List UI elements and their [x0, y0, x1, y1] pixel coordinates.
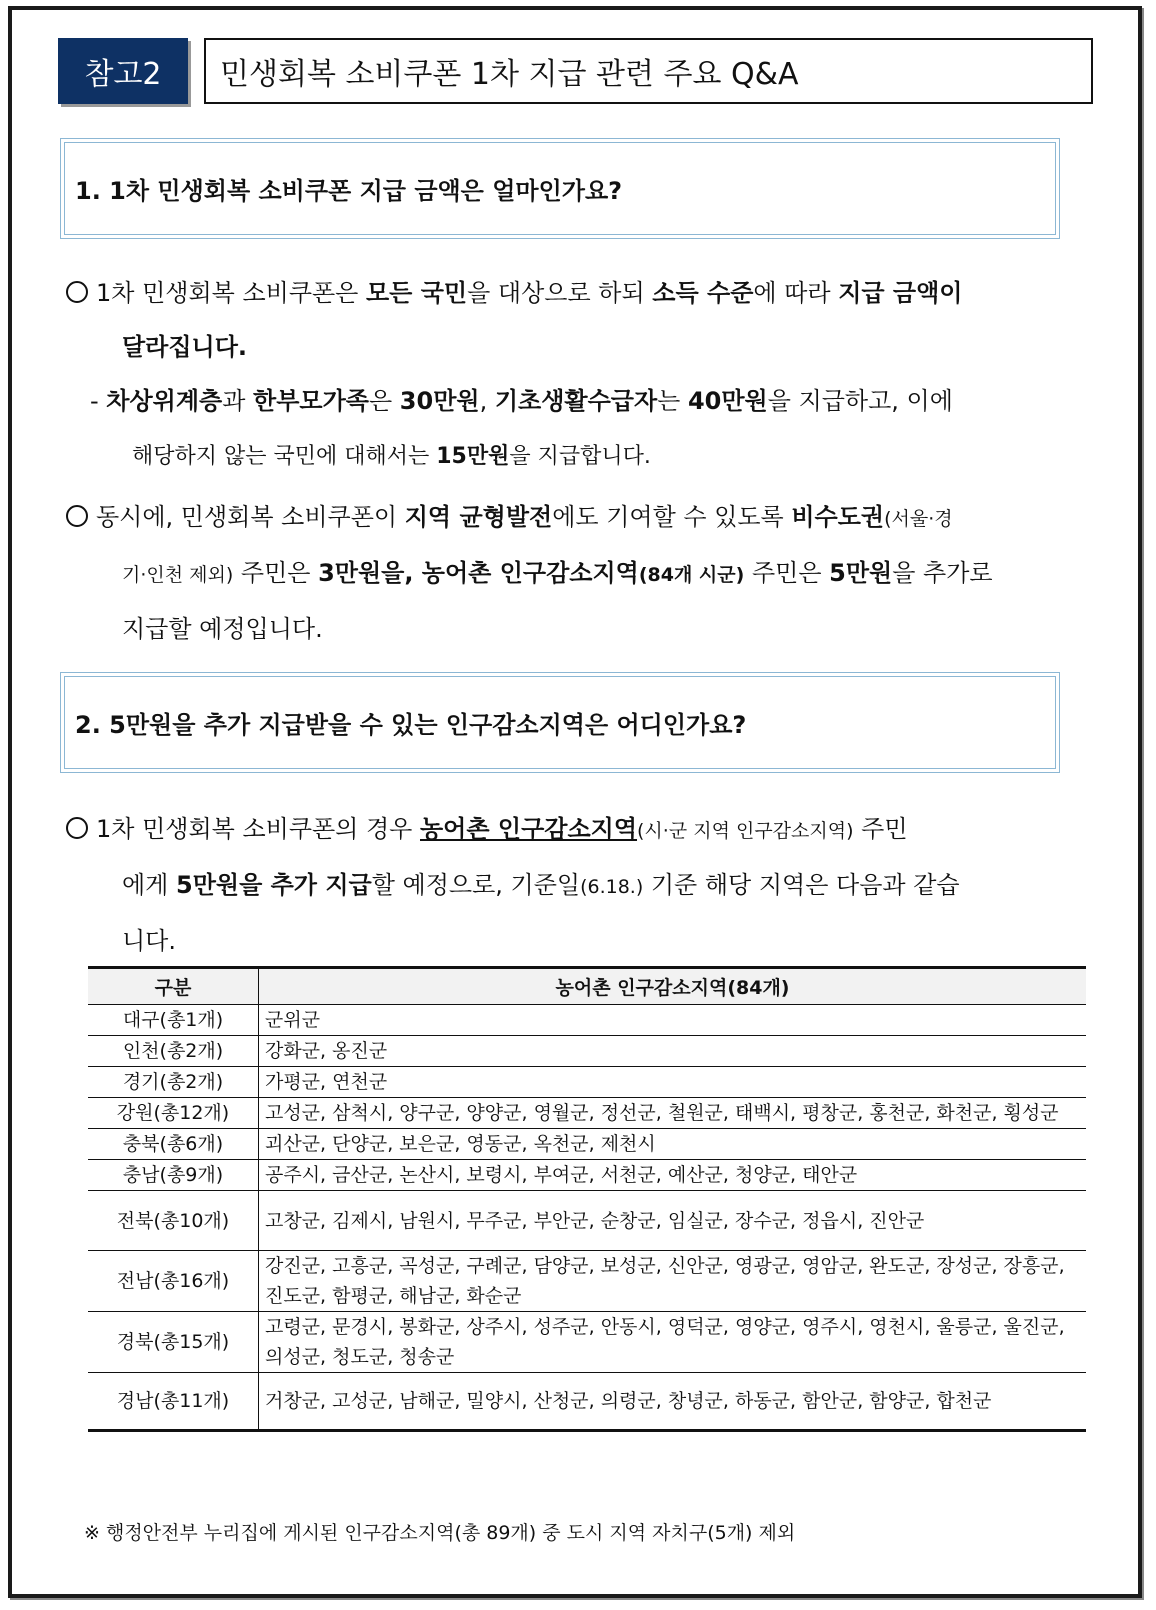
population-decline-regions-table	[88, 966, 1086, 1432]
table-header-row	[88, 968, 1086, 1005]
row-category: 충북(총6개)	[88, 1129, 259, 1160]
bullet-circle-icon	[66, 505, 88, 527]
row-regions: 거창군, 고성군, 남해군, 밀양시, 산청군, 의령군, 창녕군, 하동군, 함안군, 함양군, 합천군	[259, 1373, 1087, 1431]
row-category: 경기(총2개)	[88, 1067, 259, 1098]
q1-answer-paragraph-1: 1차 민생회복 소비쿠폰은 모든 국민을 대상으로 하되 소득 수준에 따라 지급 금액이 달라집니다.	[66, 266, 1076, 374]
row-category: 충남(총9개)	[88, 1160, 259, 1191]
q1-answer-detail: - 차상위계층과 한부모가족은 30만원, 기초생활수급자는 40만원을 지급하고, 이에 해당하지 않는 국민에 대해서는 15만원을 지급합니다.	[90, 387, 953, 469]
table-row	[88, 1005, 1086, 1036]
question-1-text: 1. 1차 민생회복 소비쿠폰 지급 금액은 얼마인가요?	[64, 142, 1056, 235]
table-row	[88, 1191, 1086, 1251]
table-row	[88, 1129, 1086, 1160]
header-category: 구분	[88, 968, 259, 1005]
question-box-2	[60, 672, 1060, 773]
table-row	[88, 1373, 1086, 1431]
header-regions: 농어촌 인구감소지역(84개)	[259, 968, 1087, 1005]
reference-badge: 참고2	[58, 38, 188, 104]
row-category: 인천(총2개)	[88, 1036, 259, 1067]
row-regions: 고창군, 김제시, 남원시, 무주군, 부안군, 순창군, 임실군, 장수군, 정읍시, 진안군	[259, 1191, 1087, 1251]
q2-answer-paragraph: 1차 민생회복 소비쿠폰의 경우 농어촌 인구감소지역(시·군 지역 인구감소지역) 주민 에게 5만원을 추가 지급할 예정으로, 기준일(6.18.) 기준 해당 지역은 다음과 같습 니다.	[66, 802, 1076, 968]
row-regions: 고령군, 문경시, 봉화군, 상주시, 성주군, 안동시, 영덕군, 영양군, 영주시, 영천시, 울릉군, 울진군, 의성군, 청도군, 청송군	[259, 1312, 1087, 1373]
q1-answer-paragraph-2: 동시에, 민생회복 소비쿠폰이 지역 균형발전에도 기여할 수 있도록 비수도권(서울·경 기·인천 제외) 주민은 3만원을, 농어촌 인구감소지역(84개 시군) 주민은 5만원을 추가로 지급할 예정입니다.	[66, 490, 1076, 656]
row-category: 경남(총11개)	[88, 1373, 259, 1431]
bullet-circle-icon	[66, 281, 88, 303]
row-category: 전북(총10개)	[88, 1191, 259, 1251]
row-category: 경북(총15개)	[88, 1312, 259, 1373]
table-row	[88, 1251, 1086, 1312]
row-regions: 강진군, 고흥군, 곡성군, 구례군, 담양군, 보성군, 신안군, 영광군, 영암군, 완도군, 장성군, 장흥군, 진도군, 함평군, 해남군, 화순군	[259, 1251, 1087, 1312]
table-row	[88, 1098, 1086, 1129]
row-regions: 강화군, 옹진군	[259, 1036, 1087, 1067]
bullet-circle-icon	[66, 817, 88, 839]
row-regions: 공주시, 금산군, 논산시, 보령시, 부여군, 서천군, 예산군, 청양군, 태안군	[259, 1160, 1087, 1191]
row-category: 강원(총12개)	[88, 1098, 259, 1129]
table-row	[88, 1036, 1086, 1067]
table-row	[88, 1312, 1086, 1373]
row-category: 대구(총1개)	[88, 1005, 259, 1036]
page-title: 민생회복 소비쿠폰 1차 지급 관련 주요 Q&A	[204, 38, 1093, 104]
row-category: 전남(총16개)	[88, 1251, 259, 1312]
row-regions: 괴산군, 단양군, 보은군, 영동군, 옥천군, 제천시	[259, 1129, 1087, 1160]
row-regions: 가평군, 연천군	[259, 1067, 1087, 1098]
question-2-text: 2. 5만원을 추가 지급받을 수 있는 인구감소지역은 어디인가요?	[64, 676, 1056, 769]
row-regions: 군위군	[259, 1005, 1087, 1036]
row-regions: 고성군, 삼척시, 양구군, 양양군, 영월군, 정선군, 철원군, 태백시, 평창군, 홍천군, 화천군, 횡성군	[259, 1098, 1087, 1129]
table-row	[88, 1067, 1086, 1098]
table-row	[88, 1160, 1086, 1191]
footnote: ※ 행정안전부 누리집에 게시된 인구감소지역(총 89개) 중 도시 지역 자치구(5개) 제외	[84, 1522, 796, 1544]
question-box-1	[60, 138, 1060, 239]
